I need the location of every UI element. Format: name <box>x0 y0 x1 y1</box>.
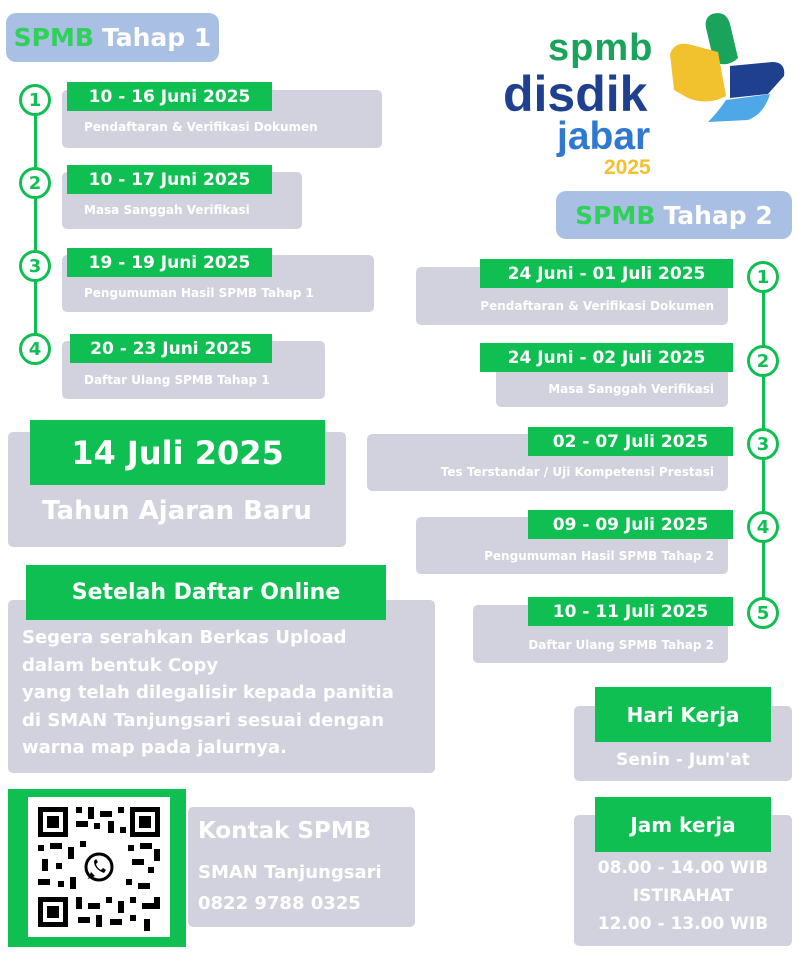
tahap2-step-2-date: 24 Juni - 02 Juli 2025 <box>480 343 733 372</box>
tahap1-title-rest: Tahap 1 <box>101 23 212 52</box>
qr-code-icon <box>28 797 170 937</box>
tahap2-title <box>556 191 792 239</box>
tahap2-step-1-number: 1 <box>747 261 779 293</box>
hari-kerja-title: Hari Kerja <box>595 687 771 742</box>
tahap1-timeline-line <box>34 100 37 350</box>
tahap1-step-3-desc: Pengumuman Hasil SPMB Tahap 1 <box>84 286 314 300</box>
setelah-line-1: Segera serahkan Berkas Upload <box>22 627 347 648</box>
tahap2-step-2-desc: Masa Sanggah Verifikasi <box>548 382 714 396</box>
tahap2-step-3-date: 02 - 07 Juli 2025 <box>528 427 733 456</box>
kontak-title: Kontak SPMB <box>198 818 372 844</box>
tahap1-title <box>6 13 219 62</box>
tahap2-step-3-desc: Tes Terstandar / Uji Kompetensi Prestasi <box>440 465 714 479</box>
tahap1-step-2-desc: Masa Sanggah Verifikasi <box>84 203 250 217</box>
logo-line-spmb: spmb <box>548 27 654 69</box>
tahap2-step-2-number: 2 <box>747 345 779 377</box>
setelah-line-3: yang telah dilegalisir kepada panitia <box>22 682 394 703</box>
tahap2-step-4-desc: Pengumuman Hasil SPMB Tahap 2 <box>484 549 714 563</box>
qr-frame <box>8 789 186 947</box>
kontak-school: SMAN Tanjungsari <box>198 862 382 883</box>
tahap1-step-1-date: 10 - 16 Juni 2025 <box>67 82 272 111</box>
tahap2-step-3-number: 3 <box>747 428 779 460</box>
tahun-ajaran-date: 14 Juli 2025 <box>30 420 325 485</box>
setelah-line-4: di SMAN Tanjungsari sesuai dengan <box>22 709 385 731</box>
setelah-line-2: dalam bentuk Copy <box>22 654 219 676</box>
jam-kerja-line-2: ISTIRAHAT <box>632 886 734 906</box>
tahap1-title-highlight: SPMB <box>13 23 94 52</box>
tahap1-step-3-number: 3 <box>19 250 51 282</box>
setelah-text <box>22 624 394 762</box>
tahap1-step-2-date: 10 - 17 Juni 2025 <box>67 165 272 194</box>
tahap2-step-4-date: 09 - 09 Juli 2025 <box>528 510 733 539</box>
tahap2-step-4-number: 4 <box>747 511 779 543</box>
tahap1-step-4-date: 20 - 23 Juni 2025 <box>70 334 272 363</box>
jam-kerja-line-1: 08.00 - 14.00 WIB <box>597 858 769 878</box>
tahap2-step-5-desc: Daftar Ulang SPMB Tahap 2 <box>528 638 714 652</box>
setelah-line-5: warna map pada jalurnya. <box>22 737 287 758</box>
tahap1-step-1-number: 1 <box>19 84 51 116</box>
tahap2-title-highlight: SPMB <box>575 200 656 230</box>
logo-line-jabar: jabar <box>557 115 651 158</box>
tahap2-step-5-date: 10 - 11 Juli 2025 <box>528 597 733 626</box>
setelah-title: Setelah Daftar Online <box>26 565 386 620</box>
logo-line-disdik: disdik <box>503 66 648 122</box>
logo-book-icon <box>668 8 790 126</box>
tahap1-step-2-number: 2 <box>19 167 51 199</box>
qr-code <box>28 797 170 937</box>
jam-kerja-line-3: 12.00 - 13.00 WIB <box>597 914 769 934</box>
tahap1-step-1-desc: Pendaftaran & Verifikasi Dokumen <box>84 120 318 134</box>
tahap1-step-4-desc: Daftar Ulang SPMB Tahap 1 <box>84 373 270 387</box>
hari-kerja-value: Senin - Jum'at <box>616 750 750 770</box>
tahap2-step-5-number: 5 <box>747 597 779 629</box>
tahap2-step-1-desc: Pendaftaran & Verifikasi Dokumen <box>480 299 714 313</box>
jam-kerja-title: Jam kerja <box>595 797 771 852</box>
tahun-ajaran-label: Tahun Ajaran Baru <box>42 496 312 526</box>
logo-year: 2025 <box>604 156 651 179</box>
tahap2-step-1-date: 24 Juni - 01 Juli 2025 <box>480 259 733 288</box>
tahap1-step-3-date: 19 - 19 Juni 2025 <box>67 248 272 277</box>
tahap1-step-4-number: 4 <box>19 333 51 365</box>
kontak-phone[interactable]: 0822 9788 0325 <box>198 893 361 914</box>
tahap2-title-rest: Tahap 2 <box>663 200 773 230</box>
